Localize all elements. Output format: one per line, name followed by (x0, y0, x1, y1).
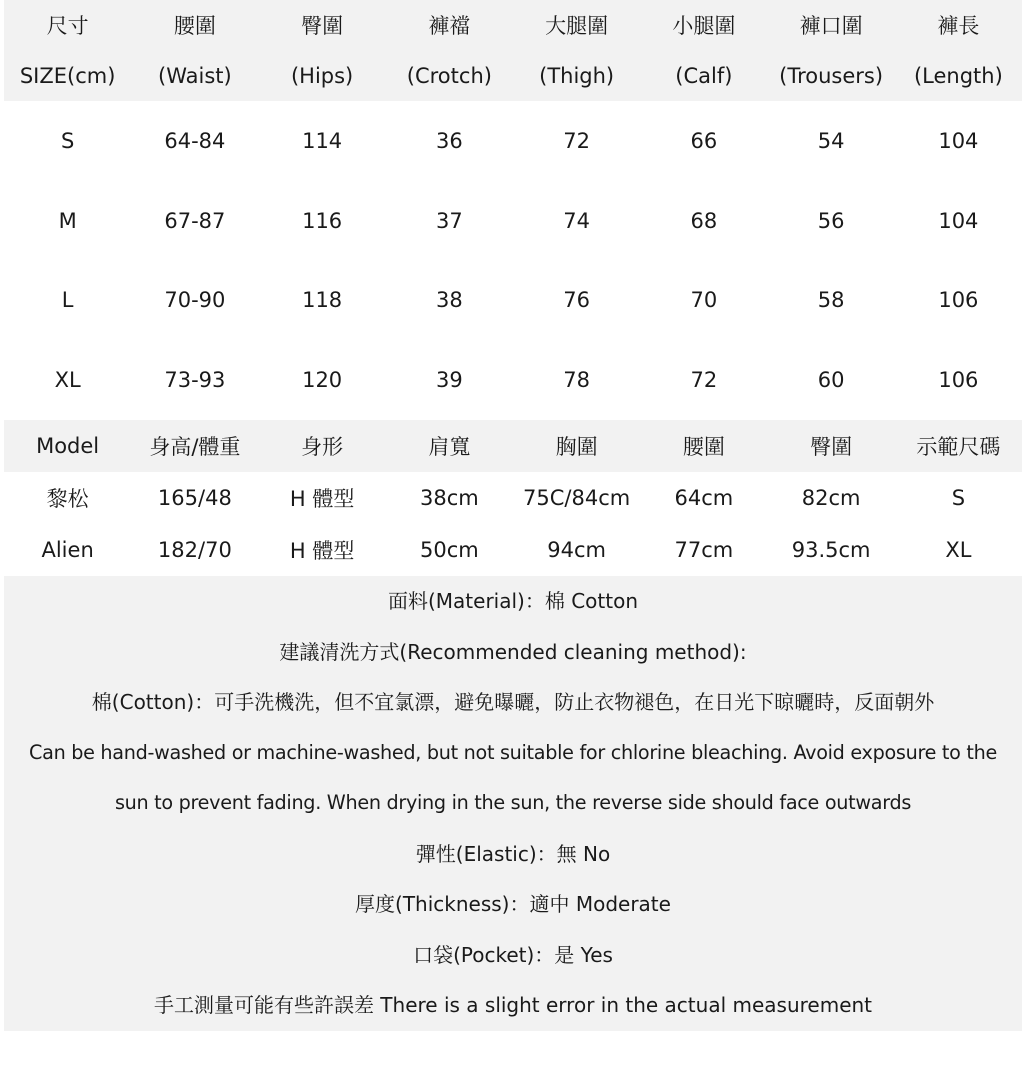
model-header-cell: Model (36, 434, 100, 458)
table-cell: 70 (690, 288, 718, 313)
header-length-zh: 褲長 (937, 14, 980, 39)
table-cell: 50cm (420, 538, 479, 562)
model-table (4, 420, 1022, 576)
table-cell: 39 (436, 368, 463, 393)
table-cell: 37 (436, 208, 463, 233)
table-cell: 68 (690, 208, 718, 233)
header-hips-zh: 臀圍 (301, 14, 344, 39)
header-trousers-en: (Trousers) (779, 63, 884, 88)
header-trousers-zh: 褲口圍 (799, 14, 863, 39)
table-cell: S (951, 486, 966, 510)
size-row-m (4, 181, 1022, 261)
table-cell: Alien (41, 538, 94, 562)
table-cell: 64cm (674, 486, 734, 510)
table-cell: 94cm (547, 538, 606, 562)
table-cell: 104 (938, 208, 979, 233)
table-cell: 118 (302, 288, 343, 313)
table-cell: 58 (817, 288, 845, 313)
table-cell: 64-84 (164, 128, 226, 153)
table-cell: 78 (563, 368, 590, 393)
table-cell: 120 (302, 368, 343, 393)
table-cell: 73-93 (164, 368, 226, 393)
table-cell: 72 (690, 368, 718, 393)
table-cell: M (58, 208, 77, 233)
table-cell: 黎松 (46, 487, 89, 511)
header-thigh-zh: 大腿圍 (545, 14, 609, 39)
table-cell: H 體型 (289, 487, 355, 511)
model-header-cell: 身形 (301, 435, 344, 459)
header-length-en: (Length) (913, 63, 1003, 88)
header-waist-zh: 腰圍 (173, 14, 216, 39)
cleaning-en-line-2: sun to prevent fading. When drying in the sun, the reverse side should face outwards (114, 791, 912, 814)
size-row-xl (4, 340, 1022, 420)
cleaning-title: 建議清洗方式(Recommended cleaning method): (279, 639, 747, 664)
table-cell: 60 (817, 368, 845, 393)
table-cell: 72 (563, 128, 590, 153)
size-header-row-zh (4, 0, 1022, 51)
header-crotch-en: (Crotch) (406, 63, 492, 88)
table-cell: 106 (938, 288, 979, 313)
pocket-note: 口袋(Pocket)：是 Yes (413, 942, 613, 967)
table-cell: 76 (563, 288, 590, 313)
table-cell: XL (54, 368, 81, 393)
table-cell: 106 (938, 368, 979, 393)
table-cell: 66 (690, 128, 718, 153)
model-header-cell: 胸圍 (555, 435, 598, 459)
size-row-l (4, 261, 1022, 341)
cleaning-zh: 棉(Cotton)：可手洗機洗，但不宜氯漂，避免曝曬，防止衣物褪色，在日光下晾曬時，反面朝外 (91, 690, 935, 714)
header-hips-en: (Hips) (290, 63, 354, 88)
size-table-body (4, 101, 1022, 420)
table-cell: 93.5cm (791, 538, 871, 562)
cleaning-en-line-1: Can be hand-washed or machine-washed, but not suitable for chlorine bleaching. Avoid exposure to the (29, 740, 997, 764)
table-cell: 77cm (674, 538, 734, 562)
table-cell: 114 (302, 128, 343, 153)
table-cell: H 體型 (289, 539, 355, 563)
table-cell: 70-90 (164, 288, 226, 313)
measurement-disclaimer: 手工測量可能有些許誤差 There is a slight error in the actual measurement (153, 993, 873, 1017)
table-cell: 165/48 (157, 486, 232, 510)
thickness-note: 厚度(Thickness)：適中 Moderate (355, 892, 671, 916)
table-cell: 104 (938, 128, 979, 153)
header-calf-en: (Calf) (675, 63, 733, 88)
table-cell: 36 (436, 128, 463, 153)
care-notes-panel (4, 576, 1022, 1031)
header-size-en: SIZE(cm) (19, 63, 116, 88)
table-cell: 67-87 (164, 208, 226, 233)
material-note: 面料(Material)：棉 Cotton (387, 589, 638, 613)
size-table-header (4, 0, 1022, 101)
header-calf-zh: 小腿圍 (672, 14, 736, 39)
size-header-row-en (4, 51, 1022, 102)
model-row-2 (4, 524, 1022, 576)
table-cell: 54 (817, 128, 845, 153)
header-size-zh: 尺寸 (46, 14, 89, 39)
table-cell: L (61, 288, 74, 313)
table-cell: S (60, 128, 75, 153)
table-cell: 116 (302, 208, 343, 233)
table-cell: 56 (817, 208, 845, 233)
elastic-note: 彈性(Elastic)：無 No (415, 841, 611, 866)
header-waist-en: (Waist) (158, 63, 232, 88)
model-row-1 (4, 472, 1022, 524)
size-row-s (4, 101, 1022, 181)
table-cell: 74 (563, 208, 590, 233)
header-thigh-en: (Thigh) (539, 63, 615, 88)
model-header-cell: 肩寬 (428, 435, 471, 459)
table-cell: 182/70 (157, 538, 232, 562)
table-cell: 82cm (801, 486, 861, 510)
model-header-cell: 腰圍 (682, 435, 725, 459)
model-header-cell: 示範尺碼 (916, 435, 1001, 459)
header-crotch-zh: 褲襠 (428, 14, 471, 39)
model-header-cell: 臀圍 (810, 435, 853, 459)
model-header-row (4, 420, 1022, 472)
model-header-cell: 身高/體重 (149, 435, 241, 459)
table-cell: XL (945, 538, 972, 562)
table-cell: 75C/84cm (523, 486, 631, 510)
table-cell: 38cm (420, 486, 479, 510)
table-cell: 38 (436, 288, 463, 313)
